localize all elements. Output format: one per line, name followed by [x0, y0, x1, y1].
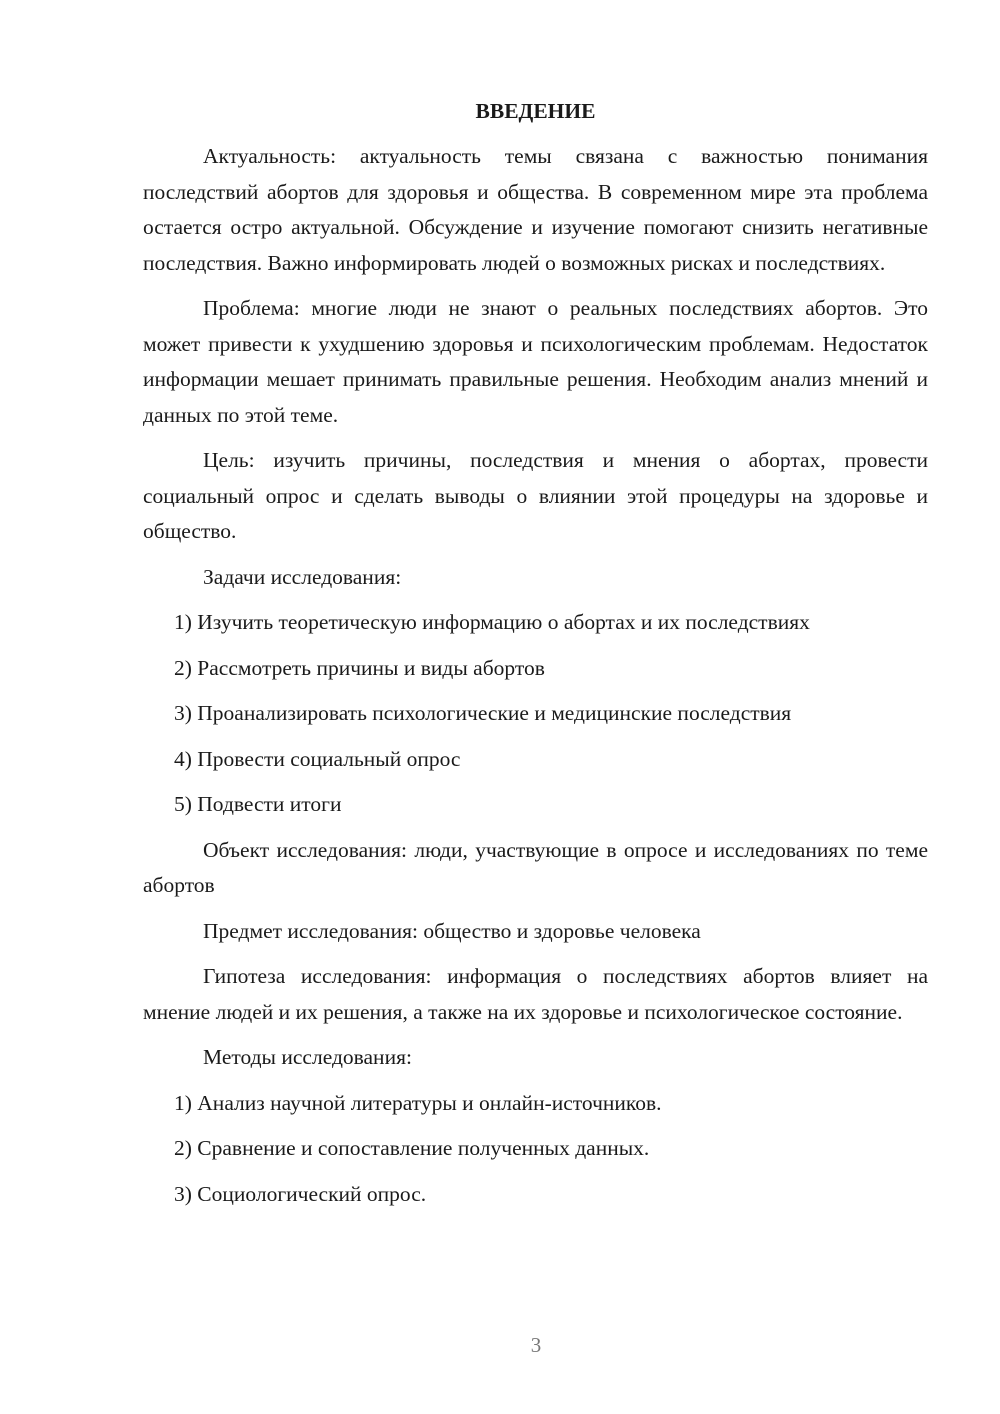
- list-item: 3) Социологический опрос.: [174, 1181, 427, 1206]
- page-heading: ВВЕДЕНИЕ: [475, 99, 596, 123]
- hypothesis-paragraph: Гипотеза исследования: информация о последствиях абортов влияет на мнение людей и их решения, а также на их здоровье и психологическое состояние.: [143, 964, 928, 1024]
- goal-paragraph: Цель: изучить причины, последствия и мнения о абортах, провести социальный опрос и сделать выводы о влиянии этой процедуры на здоровье и общество.: [143, 448, 928, 543]
- object-paragraph: Объект исследования: люди, участвующие в опросе и исследованиях по теме абортов: [143, 837, 928, 897]
- tasks-title: Задачи исследования:: [203, 564, 402, 589]
- page-number: 3: [530, 1333, 542, 1357]
- methods-title: Методы исследования:: [203, 1045, 412, 1069]
- list-item: 1) Изучить теоретическую информацию о абортах и их последствиях: [174, 610, 810, 634]
- tasks-list: [143, 605, 928, 823]
- list-item: 4) Провести социальный опрос: [174, 746, 461, 771]
- problem-paragraph: Проблема: многие люди не знают о реальных последствиях абортов. Это может привести к ухудшению здоровья и психологическим проблемам. Недостаток информации мешает принимать правильные решения. Необходим анализ мнений и данных по этой теме.: [143, 296, 928, 427]
- list-item: 5) Подвести итоги: [174, 792, 342, 816]
- list-item: 2) Сравнение и сопоставление полученных данных.: [174, 1136, 650, 1160]
- relevance-paragraph: Актуальность: актуальность темы связана с важностью понимания последствий абортов для здоровья и общества. В современном мире эта проблема остается остро актуальной. Обсуждение и изучение помогают снизить негативные последствия. Важно информировать людей о возможных рисках и последствиях.: [143, 144, 928, 275]
- subject-paragraph: Предмет исследования: общество и здоровье человека: [203, 918, 701, 943]
- list-item: 2) Рассмотреть причины и виды абортов: [174, 655, 545, 680]
- list-item: 3) Проанализировать психологические и медицинские последствия: [174, 701, 792, 725]
- methods-list: [143, 1086, 928, 1213]
- list-item: 1) Анализ научной литературы и онлайн-источников.: [174, 1090, 662, 1115]
- page-content: [143, 94, 928, 1222]
